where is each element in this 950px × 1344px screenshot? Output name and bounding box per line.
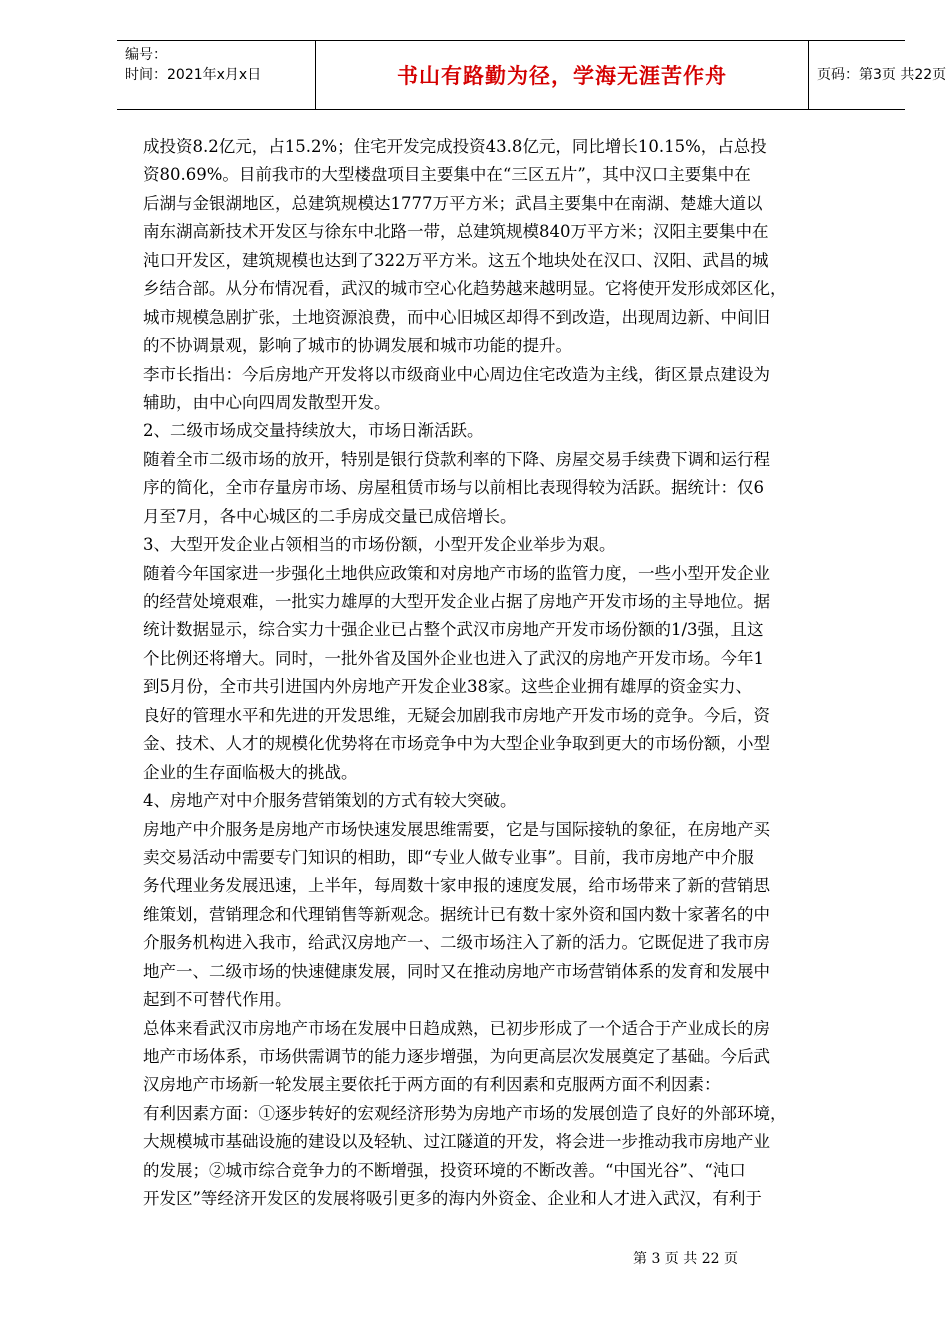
body-text-line: 资80.69%。目前我市的大型楼盘项目主要集中在“三区五片”，其中汉口主要集中在	[143, 165, 751, 185]
body-text-line: 2、二级市场成交量持续放大，市场日渐活跃。	[143, 421, 484, 441]
body-text-line: 维策划，营销理念和代理销售等新观念。据统计已有数十家外资和国内数十家著名的中	[143, 904, 770, 924]
body-text-line: 后湖与金银湖地区，总建筑规模达1777万平方米；武昌主要集中在南湖、楚雄大道以	[143, 193, 763, 213]
body-text-line: 地产一、二级市场的快速健康发展，同时又在推动房地产市场营销体系的发育和发展中	[143, 961, 770, 981]
body-text-line: 李市长指出：今后房地产开发将以市级商业中心周边住宅改造为主线，街区景点建设为	[143, 364, 770, 384]
body-text-line: 月至7月，各中心城区的二手房成交量已成倍增长。	[143, 506, 517, 526]
document-time-label: 时间：2021年x月x日	[125, 67, 262, 83]
body-text-line: 良好的管理水平和先进的开发思维，无疑会加剧我市房地产开发市场的竞争。今后，资	[143, 705, 770, 725]
body-text-line: 沌口开发区，建筑规模也达到了322万平方米。这五个地块处在汉口、汉阳、武昌的城	[143, 250, 769, 270]
body-text-line: 地产市场体系，市场供需调节的能力逐步增强，为向更高层次发展奠定了基础。今后武	[143, 1047, 770, 1066]
body-text-line: 南东湖高新技术开发区与徐东中北路一带，总建筑规模840万平方米；汉阳主要集中在	[143, 222, 769, 242]
body-text-line: 房地产中介服务是房地产市场快速发展思维需要，它是与国际接轨的象征，在房地产买	[143, 819, 770, 839]
body-text-line: 辅助，由中心向四周发散型开发。	[143, 392, 391, 412]
body-text-line: 序的简化，全市存量房市场、房屋租赁市场与以前相比表现得较为活跃。据统计：仅6	[143, 478, 764, 498]
body-text-line: 的发展；②城市综合竞争力的不断增强，投资环境的不断改善。“中国光谷”、“沌口	[143, 1160, 746, 1180]
header-meta-cell	[117, 41, 315, 109]
body-text-line: 4、房地产对中介服务营销策划的方式有较大突破。	[143, 791, 517, 811]
body-text-line: 到5月份，全市共引进国内外房地产开发企业38家。这些企业拥有雄厚的资金实力、	[143, 677, 752, 697]
document-body	[143, 133, 883, 1214]
page-footer: 第 3 页 共 22 页	[633, 1251, 738, 1267]
body-text-line: 个比例还将增大。同时，一批外省及国外企业也进入了武汉的房地产开发市场。今年1	[143, 648, 764, 668]
header-motto-cell	[315, 41, 809, 109]
header-page-cell	[809, 41, 947, 109]
body-text-line: 统计数据显示，综合实力十强企业已占整个武汉市房地产开发市场份额的1/3强，且这	[143, 620, 764, 640]
body-text-line: 开发区”等经济开发区的发展将吸引更多的海内外资金、企业和人才进入武汉，有利于	[143, 1189, 762, 1209]
body-text-line: 乡结合部。从分布情况看，武汉的城市空心化趋势越来越明显。它将使开发形成郊区化，	[143, 279, 787, 299]
body-text-line: 起到不可替代作用。	[143, 990, 292, 1010]
body-text-line: 务代理业务发展迅速，上半年，每周数十家申报的速度发展，给市场带来了新的营销思	[143, 876, 770, 896]
body-text-line: 大规模城市基础设施的建设以及轻轨、过江隧道的开发，将会进一步推动我市房地产业	[143, 1132, 770, 1152]
document-number-label: 编号：	[125, 47, 167, 63]
body-text-line: 有利因素方面：①逐步转好的宏观经济形势为房地产市场的发展创造了良好的外部环境，	[143, 1103, 787, 1123]
body-text-line: 总体来看武汉市房地产市场在发展中日趋成熟，已初步形成了一个适合于产业成长的房	[143, 1018, 770, 1038]
body-text-line: 的不协调景观，影响了城市的协调发展和城市功能的提升。	[143, 336, 572, 356]
header-motto: 书山有路勤为径，学海无涯苦作舟	[397, 64, 727, 88]
header-page-code: 页码：第3页 共22页	[817, 67, 947, 83]
body-text-line: 金、技术、人才的规模化优势将在市场竞争中为大型企业争取到更大的市场份额，小型	[143, 734, 770, 754]
page-header	[117, 40, 947, 110]
body-text-line: 成投资8.2亿元，占15.2%；住宅开发完成投资43.8亿元，同比增长10.15%，占总投	[143, 137, 767, 156]
body-text-line: 的经营处境艰难，一批实力雄厚的大型开发企业占据了房地产开发市场的主导地位。据	[143, 592, 770, 611]
body-text-line: 城市规模急剧扩张，土地资源浪费，而中心旧城区却得不到改造，出现周边新、中间旧	[143, 307, 770, 327]
body-text-line: 随着今年国家进一步强化土地供应政策和对房地产市场的监管力度，一些小型开发企业	[143, 563, 770, 583]
body-text-line: 企业的生存面临极大的挑战。	[143, 762, 358, 782]
body-text-line: 介服务机构进入我市，给武汉房地产一、二级市场注入了新的活力。它既促进了我市房	[143, 933, 770, 953]
body-text-line: 随着全市二级市场的放开，特别是银行贷款利率的下降、房屋交易手续费下调和运行程	[143, 449, 770, 469]
body-text-line: 卖交易活动中需要专门知识的相助，即“专业人做专业事”。目前，我市房地产中介服	[143, 847, 754, 867]
body-text-line: 3、大型开发企业占领相当的市场份额，小型开发企业举步为艰。	[143, 535, 616, 555]
body-text-line: 汉房地产市场新一轮发展主要依托于两方面的有利因素和克服两方面不利因素：	[143, 1075, 721, 1095]
